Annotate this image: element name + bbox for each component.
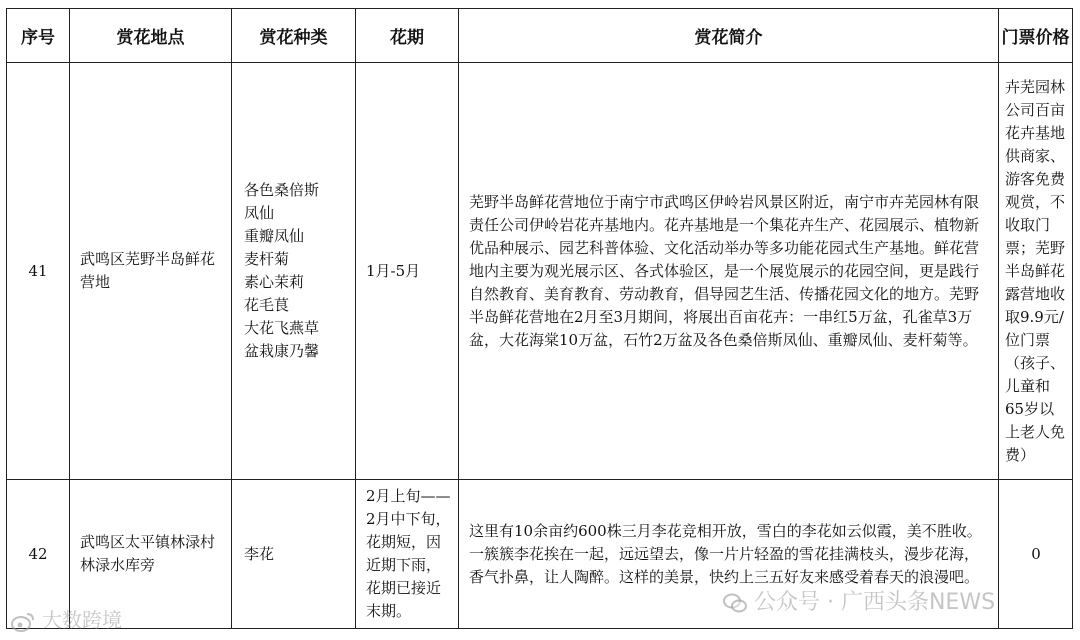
cell-no: 41 bbox=[7, 63, 70, 480]
cell-type: 各色桑倍斯 凤仙 重瓣凤仙 麦杆菊 素心茉莉 花毛茛 大花飞燕草 盆栽康乃馨 bbox=[232, 63, 356, 480]
weibo-icon bbox=[10, 611, 36, 633]
watermark-left-text: 大数跨境 bbox=[42, 608, 122, 632]
header-location: 赏花地点 bbox=[70, 9, 232, 63]
cell-description: 这里有10余亩约600株三月李花竞相开放，雪白的李花如云似霞，美不胜收。一簇簇李花挨在一起，远远望去，像一片片轻盈的雪花挂满枝头，漫步花海，香气扑鼻，让人陶醉。这样的美景，快约上三五好友来感受着春天的浪漫吧。 bbox=[459, 480, 999, 629]
watermark-right-text: 公众号 · 广西头条NEWS bbox=[754, 590, 996, 615]
header-no: 序号 bbox=[7, 9, 70, 63]
cell-period: 1月-5月 bbox=[356, 63, 459, 480]
table-row bbox=[7, 63, 1073, 480]
header-description: 赏花简介 bbox=[459, 9, 999, 63]
cell-type: 李花 bbox=[232, 480, 356, 629]
cell-price: 0 bbox=[999, 480, 1073, 629]
cell-period: 2月上旬——2月中下旬，花期短，因近期下雨，花期已接近末期。 bbox=[356, 480, 459, 629]
wechat-icon bbox=[722, 592, 748, 614]
cell-location: 武鸣区太平镇林渌村林渌水库旁 bbox=[70, 480, 232, 629]
cell-no: 42 bbox=[7, 480, 70, 629]
flower-viewing-table bbox=[6, 8, 1073, 629]
header-period: 花期 bbox=[356, 9, 459, 63]
cell-description: 芜野半岛鲜花营地位于南宁市武鸣区伊岭岩风景区附近，南宁市卉芜园林有限责任公司伊岭岩花卉基地内。花卉基地是一个集花卉生产、花园展示、植物新优品种展示、园艺科普体验、文化活动举办等多功能花园式生产基地。鲜花营地内主要为观光展示区、各式体验区，是一个展览展示的花园空间，更是践行自然教育、美育教育、劳动教育，倡导园艺生活、传播花园文化的地方。芜野半岛鲜花营地在2月至3月期间，将展出百亩花卉：一串红5万盆，孔雀草3万盆，大花海棠10万盆，石竹2万盆及各色桑倍斯凤仙、重瓣凤仙、麦杆菊等。 bbox=[459, 63, 999, 480]
header-price: 门票价格 bbox=[999, 9, 1073, 63]
cell-price: 卉芜园林公司百亩花卉基地供商家、游客免费观赏，不收取门票；芜野半岛鲜花露营地收取9.9元/位门票（孩子、儿童和65岁以上老人免费） bbox=[999, 63, 1073, 480]
header-type: 赏花种类 bbox=[232, 9, 356, 63]
table-header-row bbox=[7, 9, 1073, 63]
watermark-right bbox=[722, 585, 995, 616]
cell-location: 武鸣区芜野半岛鲜花营地 bbox=[70, 63, 232, 480]
watermark-left bbox=[10, 604, 122, 633]
